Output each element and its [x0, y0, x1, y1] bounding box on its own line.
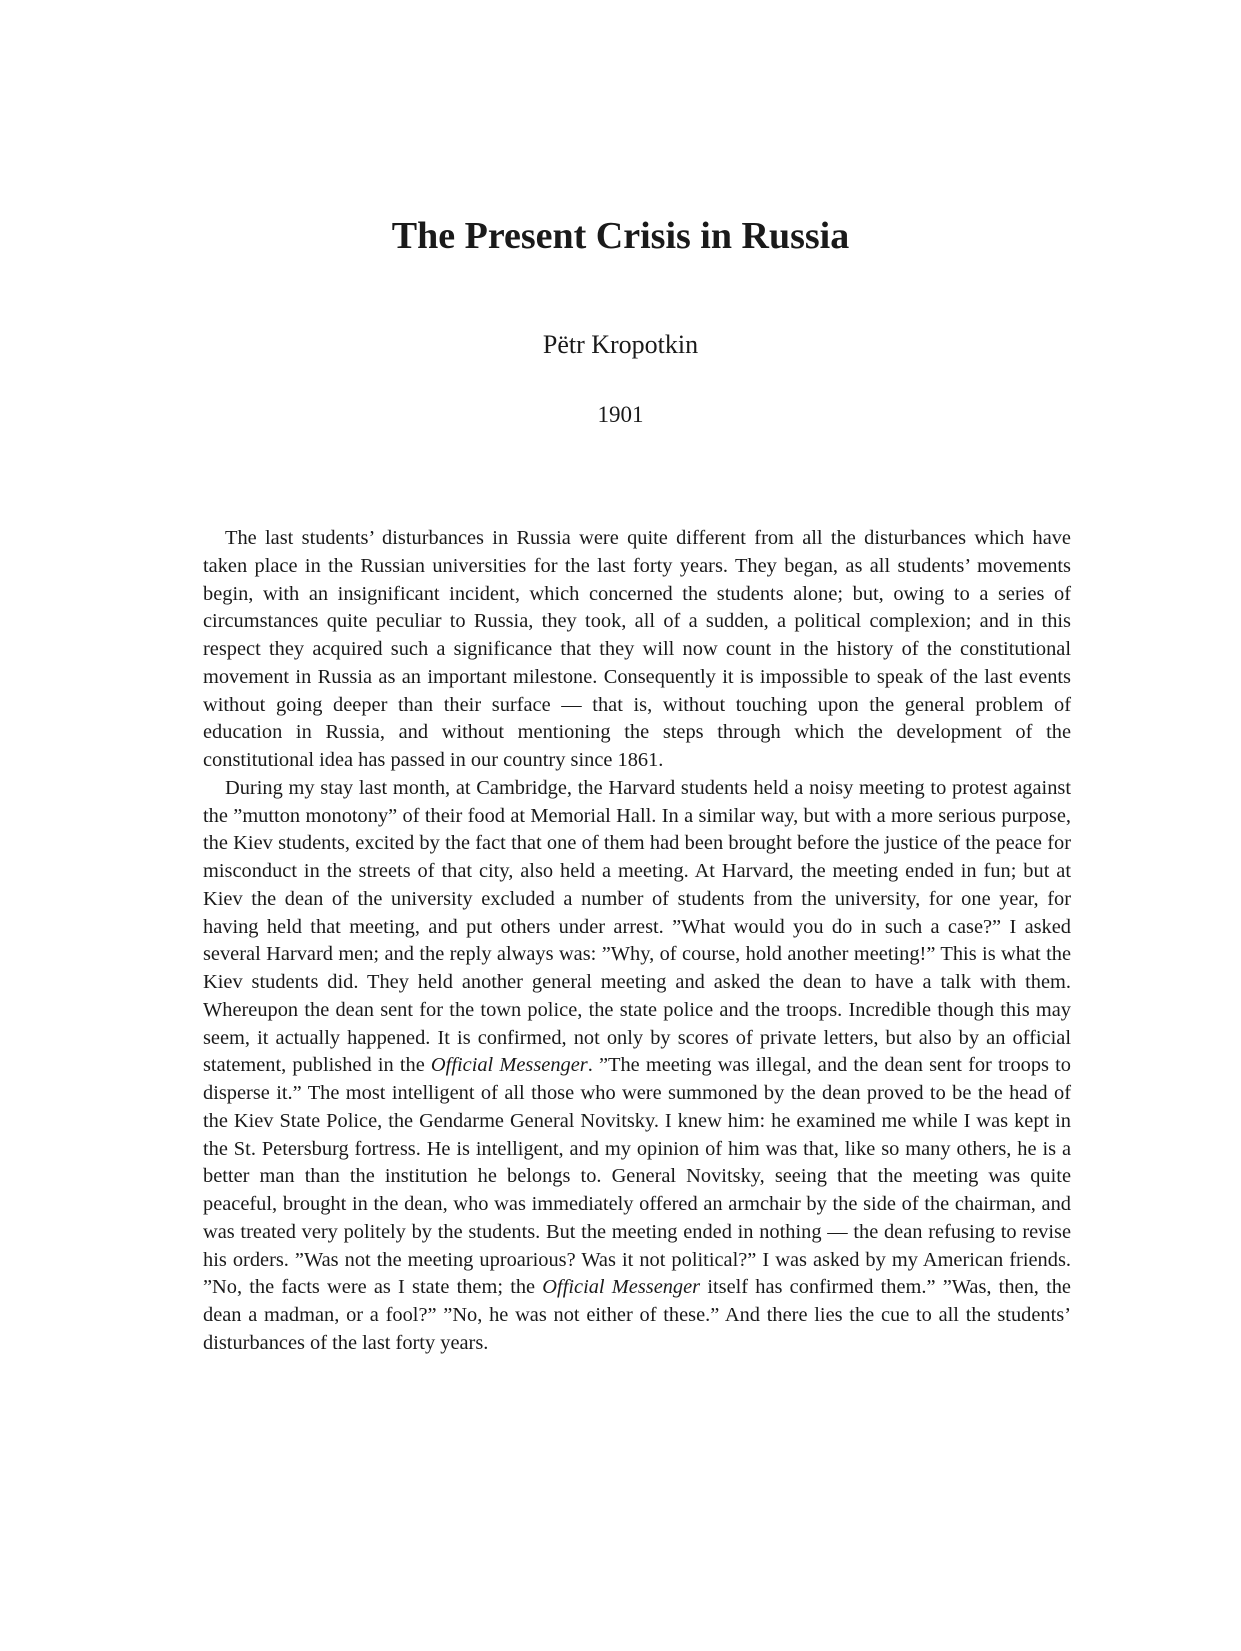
paragraph-text: During my stay last month, at Cambridge, the Harvard students held a noisy meeting to protest against the ”mutton monotony” of their food at Memorial Hall. In a similar way, but with a more serious purpose, the Kiev students, excited by the fact that one of them had been brought before the justice of the peace for misconduct in the streets of that city, also held a meeting. At Harvard, the meeting ended in fun; but at Kiev the dean of the university excluded a number of students from the university, for one year, for having held that meeting, and put others under arrest. ”What would you do in such a case?” I asked several Harvard men; and the reply always was: ”Why, of course, hold another meeting!” This is what the Kiev students did. They held another general meeting and asked the dean to have a talk with them. Whereupon the dean sent for the town police, the state police and the troops. Incredible though this may seem, it actually happened. It is confirmed, not only by scores of private letters, but also by an official statement, published in the	[203, 776, 1071, 1077]
document-title: The Present Crisis in Russia	[391, 215, 850, 257]
paragraph-1	[203, 525, 1071, 775]
publication-year: 1901	[597, 402, 644, 427]
author-name: Pëtr Kropotkin	[542, 330, 699, 359]
publication-name-italic: Official Messenger	[542, 1276, 701, 1299]
paragraph-text: . ”The meeting was illegal, and the dean sent for troops to disperse it.” The most intelligent of all those who were summoned by the dean proved to be the head of the Kiev State Police, the Gendarme General Novitsky. I knew him: he examined me while I was kept in the St. Petersburg fortress. He is intelligent, and my opinion of him was that, like so many others, he is a better man than the institution he belongs to. General Novitsky, seeing that the meeting was quite peaceful, brought in the dean, who was immediately offered an armchair by the side of the chairman, and was treated very politely by the students. But the meeting ended in nothing — the dean refusing to revise his orders. ”Was not the meeting uproarious? Was it not political?” I was asked by my American friends. ”No, the facts were as I state them; the	[203, 1054, 1071, 1299]
paragraph-2	[203, 775, 1071, 1358]
publication-name-italic: Official Messenger	[430, 1054, 588, 1077]
paragraph-text: itself has confirmed them.” ”Was, then, the dean a madman, or a fool?” ”No, he was not either of these.” And there lies the cue to all the students’ disturbances of the last forty years.	[203, 1276, 1071, 1354]
article-body	[203, 525, 1071, 1358]
paragraph-text: The last students’ disturbances in Russia were quite different from all the disturbances which have taken place in the Russian universities for the last forty years. They began, as all students’ movements begin, with an insignificant incident, which concerned the students alone; but, owing to a series of circumstances quite peculiar to Russia, they took, all of a sudden, a political complexion; and in this respect they acquired such a significance that they will now count in the history of the constitutional movement in Russia as an important milestone. Consequently it is impossible to speak of the last events without going deeper than their surface — that is, without touching upon the general problem of education in Russia, and without mentioning the steps through which the development of the constitutional idea has passed in our country since 1861.	[203, 527, 1071, 771]
